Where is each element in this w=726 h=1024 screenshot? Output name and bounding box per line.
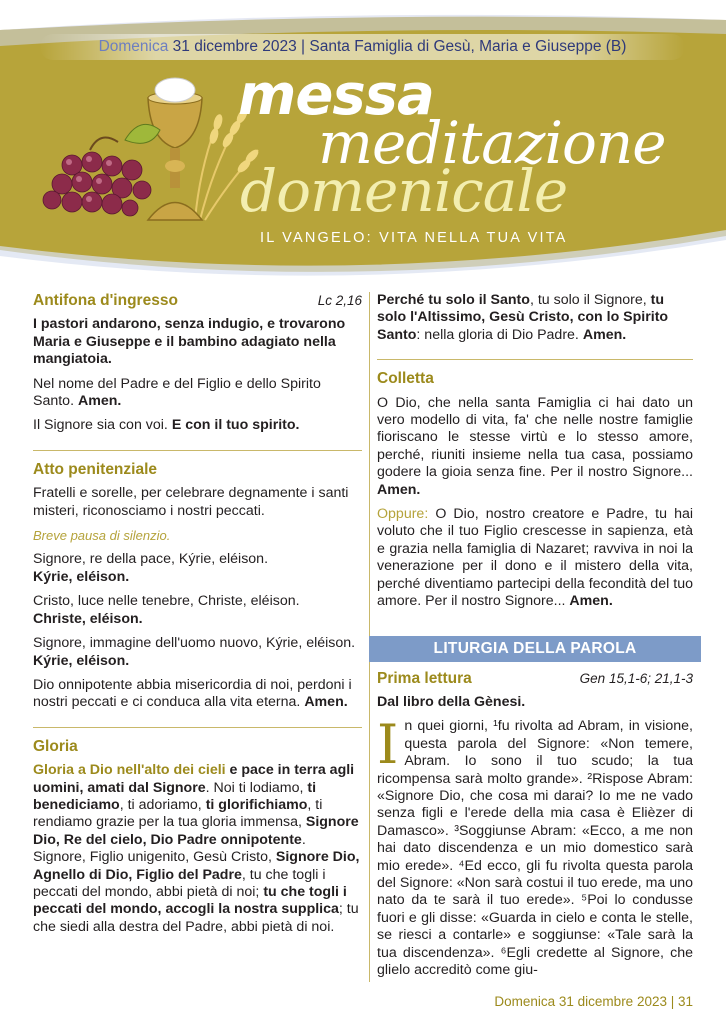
gloria-c1: Perché tu solo il Santo (377, 292, 530, 308)
title-domenicale: domenicale (240, 157, 568, 225)
lettura-ref: Gen 15,1-6; 21,1-3 (579, 670, 693, 686)
gloria-s6: ti glorifichiamo (205, 796, 308, 813)
gloria-s2: e pace in terra agli uomini, amati dal Signore (33, 762, 355, 796)
atto-invocation-1 (33, 551, 362, 586)
inv1-text: Signore, re della pace, Kýrie, eléison. (33, 551, 269, 568)
gloria-s9: . Signore, Figlio unigenito, Gesù Cristo, (33, 831, 306, 866)
greeting-text: Il Signore sia con voi. (33, 417, 168, 434)
gloria-continued-text (377, 292, 693, 344)
lettura-dropcap: I (377, 713, 399, 777)
gloria-c2: , tu solo il Signore, (529, 292, 651, 308)
colletta-title: Colletta (377, 370, 434, 388)
absol-resp: Amen. (304, 694, 348, 711)
colletta-p2-resp: Amen. (569, 593, 613, 610)
section-atto-penitenziale (33, 461, 362, 728)
gloria-c3: tu solo l'Altissimo, Gesù Cristo, con lo Spirito Santo (377, 292, 669, 343)
atto-heading (33, 461, 362, 478)
section-prima-lettura (377, 670, 693, 995)
gloria-s12: tu che togli i peccati del mondo, accogli la nostra supplica (33, 883, 347, 918)
section-antifona (33, 292, 362, 451)
right-column (377, 292, 693, 1004)
absol-text: Dio onnipotente abbia misericordia di noi, perdoni i nostri peccati e ci conduca alla vita eterna. (33, 676, 352, 711)
antifona-greeting (33, 417, 362, 434)
atto-intro: Fratelli e sorelle, per celebrare degnamente i santi misteri, riconosciamo i nostri peccati. (33, 485, 349, 519)
greeting-resp: E con il tuo spirito. (171, 417, 300, 434)
colletta-p2: O Dio, nostro creatore e Padre, tu hai voluto che il tuo Figlio crescesse in sapienza, età e grazia nella famiglia di Nazaret; ravviva in noi la venerazione per il dono e il mistero della vita, perché diventiamo partecipi della fecondità del tuo amore. Per il nostro Signore... (377, 506, 693, 610)
gloria-s8: Signore Dio, Re del cielo, Dio Padre onnipotente (33, 814, 359, 848)
atto-invocation-3 (33, 635, 362, 670)
lettura-title: Prima lettura (377, 669, 472, 687)
antifona-heading (33, 292, 362, 309)
gloria-c5: Amen. (582, 326, 627, 343)
page-footer: Domenica 31 dicembre 2023 | 31 (494, 994, 693, 1009)
colletta-p1-resp: Amen. (377, 481, 421, 498)
gloria-s7: , ti rendiamo grazie per la tua gloria immensa, (33, 796, 323, 831)
lettura-text (377, 713, 693, 979)
sign-text: Nel nome del Padre e del Figlio e dello Spirito Santo. (33, 375, 321, 410)
colletta-prayer-1 (377, 395, 693, 499)
colletta-oppure: Oppure: (377, 506, 429, 523)
gloria-s3: . Noi ti lodiamo, (205, 779, 308, 796)
colletta-heading (377, 370, 693, 387)
colletta-p1: O Dio, che nella santa Famiglia ci hai dato un vero modello di vita, fa' che nelle nostre famiglie fioriscano le stesse virtù e lo stesso amore, perché, riuniti insieme nella tua casa, possiamo godere la gioia senza fine. Per il nostro Signore... (377, 394, 693, 481)
inv3-resp: Kýrie, eléison. (33, 652, 130, 669)
section-gloria-continued (377, 292, 693, 360)
antifona-ref: Lc 2,16 (317, 293, 362, 308)
date-day: Domenica (98, 38, 169, 55)
header-date-bar (40, 34, 685, 60)
gloria-s1: Gloria a Dio nell'alto dei cieli (33, 762, 226, 779)
page-header (0, 0, 726, 280)
antifona-text: I pastori andarono, senza indugio, e trovarono Maria e Giuseppe e il bambino adagiato nella mangiatoia. (33, 316, 346, 368)
header-tagline: IL VANGELO: VITA NELLA TUA VITA (260, 230, 568, 246)
left-column (33, 292, 362, 961)
liturgia-band: LITURGIA DELLA PAROLA (369, 636, 701, 662)
inv2-text: Cristo, luce nelle tenebre, Christe, eléison. (33, 593, 300, 610)
section-colletta (377, 370, 693, 625)
sign-resp: Amen. (77, 393, 122, 410)
inv3-text: Signore, immagine dell'uomo nuovo, Kýrie, eléison. (33, 635, 356, 652)
atto-title: Atto penitenziale (33, 460, 158, 478)
gloria-title: Gloria (33, 737, 78, 755)
atto-absolution (33, 677, 362, 712)
title-messa: messa (238, 63, 434, 128)
gloria-heading (33, 738, 362, 755)
atto-invocation-2 (33, 593, 362, 628)
antifona-sign-of-cross (33, 376, 362, 411)
colletta-prayer-2 (377, 506, 693, 610)
gloria-text (33, 762, 362, 936)
chalice-grapes-wheat-illustration (30, 70, 260, 230)
inv2-resp: Christe, eléison. (33, 610, 143, 627)
gloria-s10: Signore Dio, Agnello di Dio, Figlio del Padre (33, 849, 360, 883)
lettura-body: n quei giorni, ¹fu rivolta ad Abram, in visione, questa parola del Signore: «Non temere, Abram. Io sono il tuo scudo; la tua ricompensa sarà molto grande». ²Rispose Abram: «Signore Dio, che cosa mi darai? Io me ne vado senza figli e l'erede della mia casa è Elièzer di Damasco». ³Soggiunse Abram: «Ecco, a me non hai dato discendenza e un mio domestico sarà mio erede». ⁴Ed ecco, gli fu rivolta questa parola del Signore: «Non sarà costui il tuo erede, ma uno nato da te sarà il tuo erede». ⁵Poi lo condusse fuori e gli disse: «Guarda in cielo e conta le stelle, se riesci a contarle» e soggiunse: «Tale sarà la tua discendenza». ⁶Egli credette al Signore, che glielo accreditò come giu- (377, 718, 693, 978)
gloria-c4: : nella gloria di Dio Padre. (416, 326, 583, 343)
antifona-title: Antifona d'ingresso (33, 292, 178, 309)
lettura-heading (377, 670, 693, 687)
inv1-resp: Kýrie, eléison. (33, 568, 130, 585)
atto-rubric: Breve pausa di silenzio. (33, 528, 171, 544)
gloria-s13: ; tu che siedi alla destra del Padre, abbi pietà di noi. (33, 901, 359, 935)
gloria-s4: ti benediciamo (33, 779, 317, 813)
title-meditazione: meditazione (318, 109, 666, 177)
lettura-book: Dal libro della Gènesi. (377, 693, 526, 710)
section-gloria (33, 738, 362, 951)
gloria-s5: , ti adoriamo, (119, 796, 206, 813)
date-rest: 31 dicembre 2023 | Santa Famiglia di Gesù, Maria e Giuseppe (B) (168, 38, 627, 55)
gloria-s11: , tu che togli i peccati del mondo, abbi pietà di noi; (33, 866, 326, 900)
